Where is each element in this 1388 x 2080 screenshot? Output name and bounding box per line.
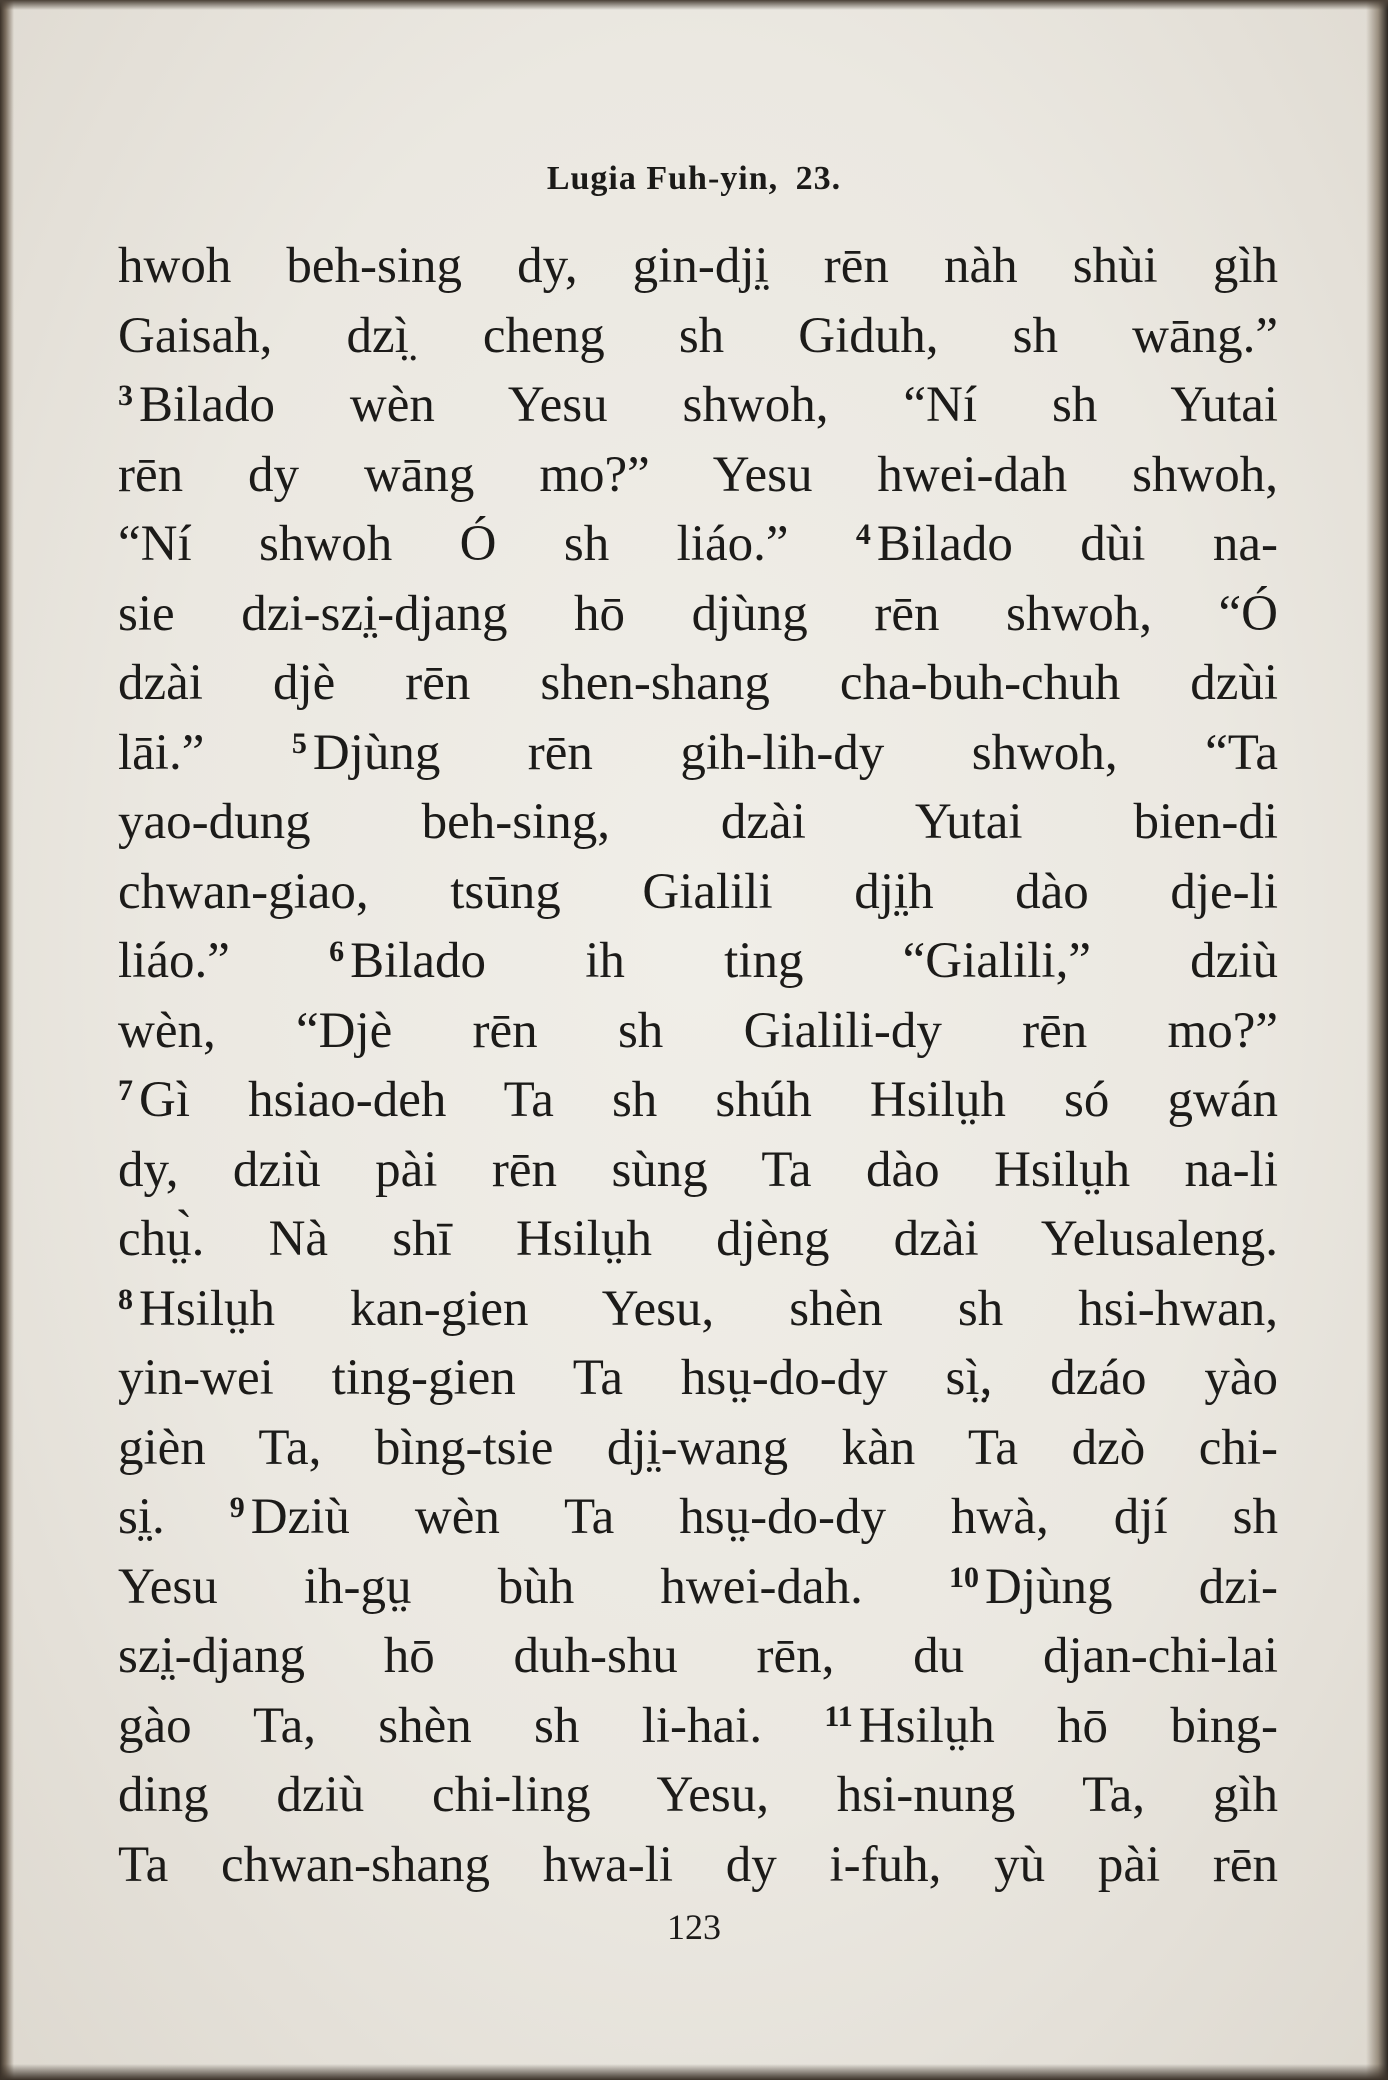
line-text: Djùng rēn gih-lih-dy shwoh, “Ta [312, 724, 1278, 781]
line-text: Dziù wèn Ta hsṳ-do-dy hwà, djí sh [250, 1489, 1278, 1545]
line-text: Ta chwan-shang hwa-li dy i-fuh, yù pài rēn [118, 1836, 1278, 1893]
line-text: gào Ta, shèn sh li-hai. [118, 1697, 825, 1754]
text-line [118, 580, 1278, 650]
text-line [118, 858, 1278, 928]
text-line [118, 649, 1278, 719]
chapter-number: 23. [795, 160, 842, 197]
text-line [118, 1553, 1278, 1623]
line-text: “Ní shwoh Ó sh liáo.” [118, 516, 856, 572]
line-text: szi̤-djang hō duh-shu rēn, du djan-chi-lai [118, 1628, 1278, 1684]
verse-number: 4 [855, 518, 871, 551]
text-line [118, 1344, 1278, 1414]
body-text [118, 232, 1278, 1900]
line-text: Hsilṳh hō bing- [858, 1697, 1278, 1754]
line-text: dy, dziù pài rēn sùng Ta dào Hsilṳh na-li [118, 1141, 1278, 1198]
line-text: liáo.” [118, 933, 330, 989]
text-line [118, 1622, 1278, 1692]
text-line [118, 302, 1278, 372]
line-text: Djùng dzi- [985, 1558, 1278, 1615]
running-head [0, 160, 1388, 198]
text-line [118, 1205, 1278, 1275]
verse-number: 9 [229, 1491, 245, 1524]
text-line [118, 232, 1278, 302]
text-line [118, 1831, 1278, 1901]
line-text: Gì hsiao-deh Ta sh shúh Hsilṳh só gwán [139, 1072, 1278, 1128]
line-text: sie dzi-szi̤-djang hō djùng rēn shwoh, “Ó [118, 585, 1278, 642]
verse-number: 5 [291, 726, 307, 760]
text-line [118, 1483, 1278, 1553]
text-line [118, 1136, 1278, 1206]
book-title: Lugia Fuh-yin, [546, 160, 779, 197]
text-line [118, 1692, 1278, 1762]
line-text: chwan-giao, tsūng Gialili dji̤h dào dje-li [118, 863, 1278, 920]
verse-number: 8 [118, 1282, 133, 1316]
line-text: Bilado dùi na- [876, 516, 1279, 572]
text-line [118, 1066, 1278, 1136]
line-text: chṳ̀. Nà shī Hsilṳh djèng dzài Yelusaleng. [118, 1211, 1278, 1267]
verse-number: 11 [824, 1699, 853, 1733]
text-line [118, 997, 1278, 1067]
line-text: dzài djè rēn shen-shang cha-buh-chuh dzùi [118, 655, 1278, 711]
line-text: lāi.” [118, 724, 292, 781]
line-text: yin-wei ting-gien Ta hsṳ-do-dy sì̤, dzáo yào [118, 1350, 1278, 1406]
text-line [118, 1275, 1278, 1345]
line-text: Gaisah, dzì̤ cheng sh Giduh, sh wāng.” [118, 307, 1278, 364]
text-line [118, 719, 1278, 789]
page-edge-left [0, 0, 14, 2080]
line-text: rēn dy wāng mo?” Yesu hwei-dah shwoh, [118, 446, 1278, 503]
verse-number: 3 [118, 379, 133, 412]
verse-number: 7 [118, 1074, 133, 1107]
line-text: ding dziù chi-ling Yesu, hsi-nung Ta, gìh [118, 1767, 1278, 1823]
page-number: 123 [667, 1907, 721, 1947]
text-line [118, 927, 1278, 997]
page-edge-right [1366, 0, 1388, 2080]
line-text: hwoh beh-sing dy, gin-dji̤ rēn nàh shùi gìh [118, 238, 1278, 294]
line-text: wèn, “Djè rēn sh Gialili-dy rēn mo?” [118, 1002, 1278, 1059]
text-line [118, 1414, 1278, 1484]
line-text: Hsilṳh kan-gien Yesu, shèn sh hsi-hwan, [139, 1280, 1278, 1337]
text-line [118, 788, 1278, 858]
line-text: gièn Ta, bìng-tsie dji̤-wang kàn Ta dzò chi- [118, 1419, 1278, 1476]
text-line [118, 371, 1278, 441]
line-text: si̤. [118, 1489, 230, 1545]
page-edge-top [0, 0, 1388, 10]
line-text: Yesu ih-gṳ bùh hwei-dah. [118, 1558, 950, 1615]
text-line [118, 1761, 1278, 1831]
page-edge-bottom [0, 2064, 1388, 2080]
text-line [118, 510, 1278, 580]
verse-number: 6 [329, 935, 345, 968]
line-text: Bilado ih ting “Gialili,” dziù [350, 933, 1278, 989]
line-text: yao-dung beh-sing, dzài Yutai bien-di [118, 794, 1278, 850]
line-text: Bilado wèn Yesu shwoh, “Ní sh Yutai [139, 377, 1278, 433]
verse-number: 10 [949, 1560, 980, 1594]
text-line [118, 441, 1278, 511]
